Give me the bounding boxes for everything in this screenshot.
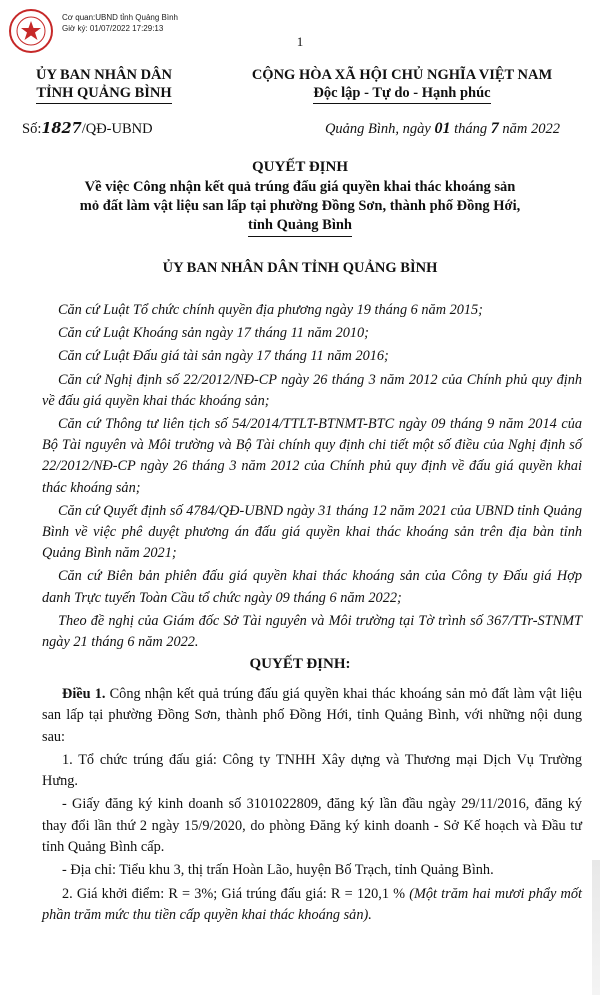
- legal-basis-item: Căn cứ Quyết định số 4784/QĐ-UBND ngày 31 tháng 12 năm 2021 của UBND tỉnh Quảng Bình về việc phê duyệt phương án đấu giá quyền khai thác khoáng sản trên địa bàn tỉnh Quảng Bình năm 2021;: [42, 502, 582, 562]
- authority-line-1: ỦY BAN NHÂN DÂN: [35, 67, 172, 83]
- page-edge-shadow: [592, 860, 600, 995]
- place-prefix: Quảng Bình, ngày: [324, 121, 431, 137]
- article-1-text: Công nhận kết quả trúng đấu giá quyền khai thác khoáng sản mỏ đất làm vật liệu san lấp tại phường Đồng Sơn, thành phố Đồng Hới, tỉnh Quảng Bình, với những nội dung sau:: [42, 686, 582, 745]
- legal-basis-item: Căn cứ Thông tư liên tịch số 54/2014/TTLT-BTNMT-BTC ngày 09 tháng 9 năm 2014 của Bộ Tài nguyên và Môi trường và Bộ Tài chính quy định chi tiết một số điều của Nghị định số 22/2012/NĐ-CP ngày 26 tháng 3 năm 2012 của Chính phủ quy định về đấu giá quyền khai thác khoáng sản;: [42, 416, 582, 496]
- date-month-handwritten: 7: [490, 120, 499, 137]
- legal-basis-item: Căn cứ Luật Khoáng sản ngày 17 tháng 11 năm 2010;: [58, 325, 369, 342]
- article-1-item-1a: - Giấy đăng ký kinh doanh số 3101022809, đăng ký lần đầu ngày 29/11/2016, đăng ký thay đổi lần thứ 2 ngày 15/9/2020, do phòng Đăng ký kinh doanh - Sở Kế hoạch và Đầu tư tỉnh Quảng Bình cấp.: [42, 796, 582, 856]
- digital-signature-info: [62, 12, 178, 34]
- place-date: [325, 120, 560, 138]
- legal-basis-item: Theo đề nghị của Giám đốc Sở Tài nguyên và Môi trường tại Tờ trình số 367/TTr-STNMT ngày 21 tháng 6 năm 2022.: [42, 612, 582, 651]
- signature-time: Giờ ký: 01/07/2022 17:29:13: [62, 24, 164, 33]
- year-label: năm 2022: [502, 121, 560, 137]
- legal-basis-item: Căn cứ Biên bản phiên đấu giá quyền khai thác khoáng sản của Công ty Đấu giá Hợp danh Trực tuyến Toàn Cầu tổ chức ngày 09 tháng 6 năm 2022;: [42, 568, 582, 606]
- subject-line-2: mỏ đất làm vật liệu san lấp tại phường Đồng Sơn, thành phố Đồng Hới,: [79, 198, 521, 214]
- document-subject: [40, 178, 560, 237]
- article-1-item-2: [42, 884, 582, 927]
- article-1-item-1b: - Địa chỉ: Tiểu khu 3, thị trấn Hoàn Lão, huyện Bố Trạch, tỉnh Quảng Bình.: [62, 862, 494, 879]
- decision-heading: QUYẾT ĐỊNH:: [249, 656, 351, 672]
- legal-basis-item: Căn cứ Luật Đấu giá tài sản ngày 17 tháng 11 năm 2016;: [58, 348, 389, 365]
- doc-number-handwritten: 1827: [41, 120, 82, 137]
- document-number: [22, 120, 153, 138]
- legal-basis-item: Căn cứ Nghị định số 22/2012/NĐ-CP ngày 26 tháng 3 năm 2012 của Chính phủ quy định về đấu giá quyền khai thác khoáng sản;: [42, 371, 582, 409]
- article-1-label: Điều 1.: [62, 686, 106, 702]
- date-day-handwritten: 01: [434, 120, 451, 137]
- article-1-intro: [42, 684, 582, 748]
- authority-heading: ỦY BAN NHÂN DÂN TỈNH QUẢNG BÌNH: [162, 260, 438, 276]
- article-1: [42, 684, 582, 928]
- authority-line-2: TỈNH QUẢNG BÌNH: [36, 84, 171, 104]
- item-2-text: 2. Giá khởi điểm: R = 3%; Giá trúng đấu giá: R = 120,1 %: [62, 885, 410, 902]
- legal-basis-item: Căn cứ Luật Tổ chức chính quyền địa phương ngày 19 tháng 6 năm 2015;: [58, 302, 483, 318]
- article-1-item-1: 1. Tổ chức trúng đấu giá: Công ty TNHH Xây dựng và Thương mại Dịch Vụ Trường Hưng.: [42, 751, 582, 790]
- signature-agency: Cơ quan:UBND tỉnh Quảng Bình: [62, 13, 178, 22]
- document-title: QUYẾT ĐỊNH: [252, 159, 348, 175]
- doc-number-prefix: Số:: [22, 121, 42, 137]
- page-number: 1: [296, 34, 304, 49]
- month-label: tháng: [454, 121, 488, 137]
- item-2-italic: (Một trăm hai mươi phẩy mốt phần trăm mức thu tiền cấp quyền khai thác khoáng sản).: [42, 885, 582, 923]
- legal-bases: [42, 300, 582, 655]
- issuing-authority-header: [14, 66, 194, 104]
- doc-number-suffix: /QĐ-UBND: [81, 121, 153, 137]
- nation-motto: Độc lập - Tự do - Hạnh phúc: [313, 84, 490, 104]
- national-header: [212, 66, 592, 104]
- subject-line-3: tỉnh Quảng Bình: [248, 216, 352, 237]
- subject-line-1: Về việc Công nhận kết quả trúng đấu giá quyền khai thác khoáng sản: [84, 179, 516, 195]
- nation-title: CỘNG HÒA XÃ HỘI CHỦ NGHĨA VIỆT NAM: [251, 67, 553, 83]
